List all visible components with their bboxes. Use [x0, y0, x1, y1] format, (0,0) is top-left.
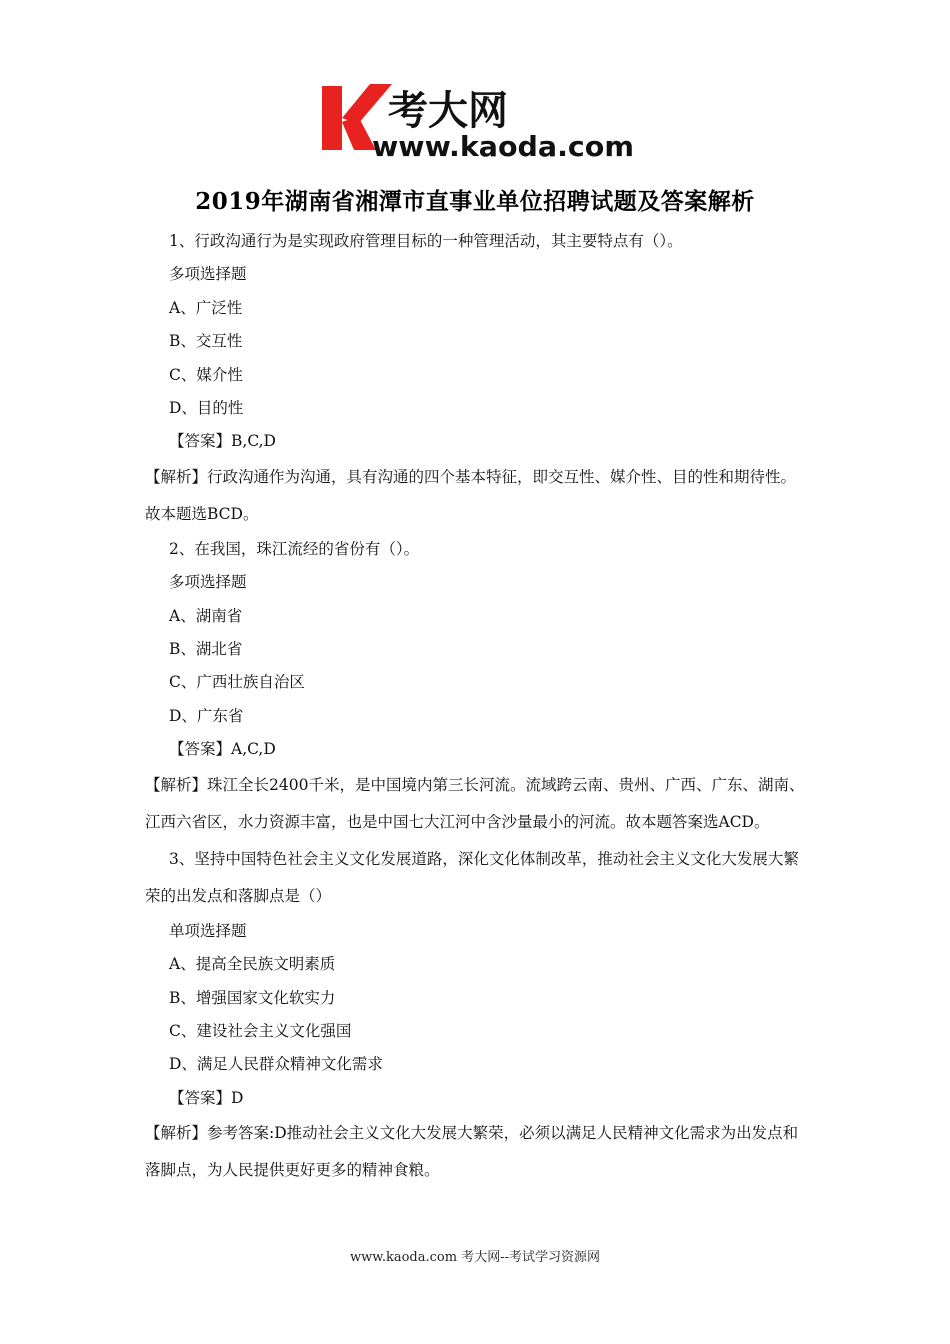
- option-b: B、增强国家文化软实力: [169, 988, 336, 1007]
- question-type: 多项选择题: [169, 573, 247, 592]
- option-a: A、提高全民族文明素质: [169, 955, 336, 974]
- kaoda-logo: [318, 80, 638, 160]
- option-c: C、广西壮族自治区: [169, 673, 305, 692]
- option-d: D、目的性: [169, 399, 244, 418]
- question-type: 多项选择题: [169, 265, 247, 284]
- option-d: D、广东省: [169, 706, 244, 725]
- question-3: [145, 841, 810, 1189]
- option-d: D、满足人民群众精神文化需求: [169, 1055, 383, 1074]
- answer: 【答案】B,C,D: [169, 432, 276, 451]
- option-b: B、湖北省: [169, 640, 243, 659]
- analysis: 【解析】珠江全长2400千米，是中国境内第三长河流。流域跨云南、贵州、广西、广东、湖南、江西六省区，水力资源丰富，也是中国七大江河中含沙量最小的河流。故本题答案选ACD。: [145, 775, 805, 831]
- question-type: 单项选择题: [169, 921, 247, 940]
- option-c: C、建设社会主义文化强国: [169, 1021, 352, 1040]
- answer: 【答案】D: [169, 1088, 244, 1107]
- option-c: C、媒介性: [169, 365, 243, 384]
- question-stem: 1、行政沟通行为是实现政府管理目标的一种管理活动，其主要特点有（）。: [169, 232, 683, 250]
- question-1: [145, 225, 810, 533]
- option-a: A、广泛性: [169, 298, 243, 317]
- answer: 【答案】A,C,D: [169, 740, 276, 759]
- analysis: 【解析】参考答案:D推动社会主义文化大发展大繁荣，必须以满足人民精神文化需求为出发点和落脚点，为人民提供更好更多的精神食粮。: [145, 1124, 799, 1180]
- document-title: 2019年湖南省湘潭市直事业单位招聘试题及答案解析: [195, 188, 755, 215]
- question-stem: 3、坚持中国特色社会主义文化发展道路，深化文化体制改革，推动社会主义文化大发展大繁荣的出发点和落脚点是（）: [145, 849, 799, 905]
- page-footer: www.kaoda.com 考大网--考试学习资源网: [350, 1250, 600, 1265]
- analysis: 【解析】行政沟通作为沟通，具有沟通的四个基本特征，即交互性、媒介性、目的性和期待性。故本题选BCD。: [145, 467, 797, 523]
- logo-url: www.kaoda.com: [372, 130, 634, 160]
- question-2: [145, 533, 810, 841]
- option-b: B、交互性: [169, 332, 243, 351]
- question-list: [145, 225, 810, 1189]
- question-stem: 2、在我国，珠江流经的省份有（）。: [169, 539, 420, 558]
- logo-cn-name: 考大网: [388, 88, 508, 134]
- option-a: A、湖南省: [169, 606, 243, 625]
